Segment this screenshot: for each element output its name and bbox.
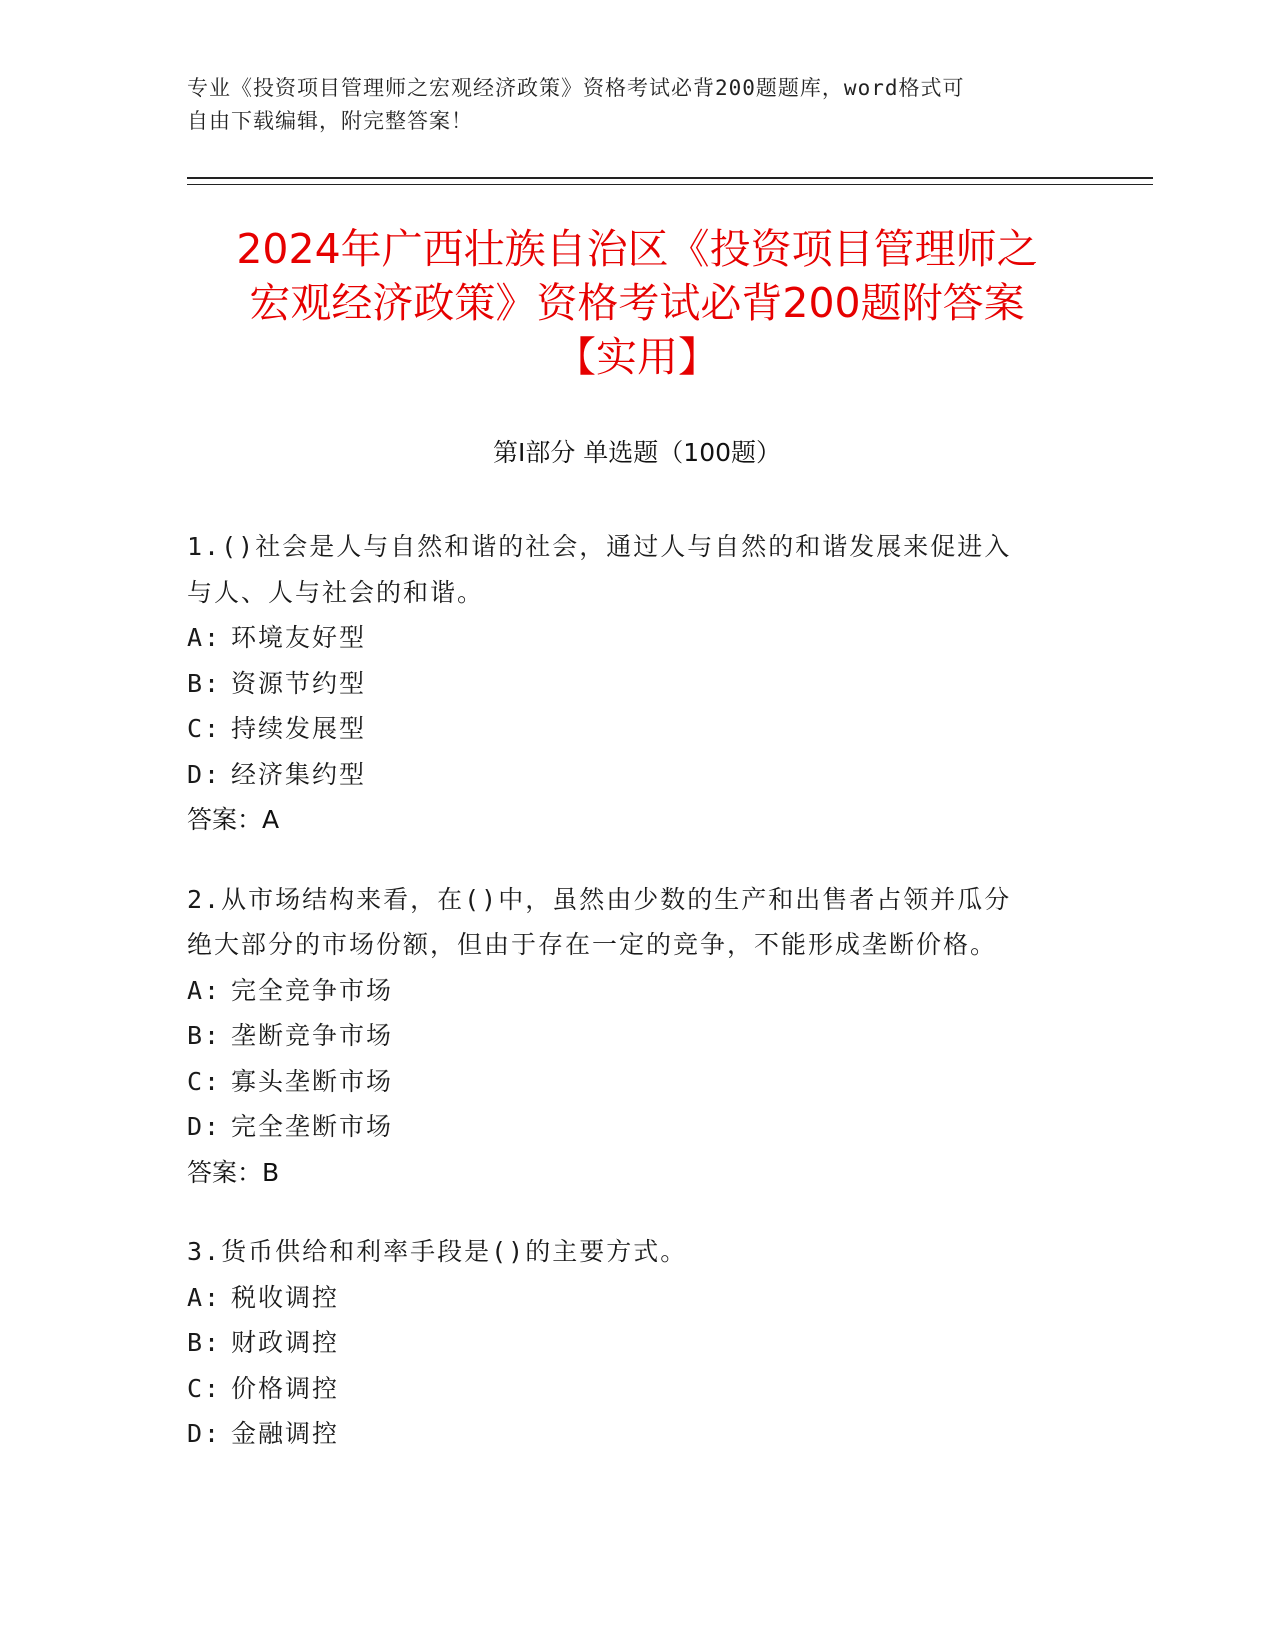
option-d (187, 1104, 1067, 1150)
answer-label: 答案：A (187, 805, 280, 834)
option-d (187, 752, 1067, 798)
header-divider (187, 177, 1153, 185)
header-note-line-2: 自由下载编辑，附完整答案！ (187, 109, 473, 133)
option-c (187, 1059, 1067, 1105)
document-title (187, 222, 1087, 384)
title-line-1: 2024年广西壮族自治区《投资项目管理师之 (236, 225, 1038, 273)
title-line-2: 宏观经济政策》资格考试必背200题附答案 (249, 279, 1025, 327)
option-b (187, 1320, 1067, 1366)
option-b (187, 661, 1067, 707)
question-stem-line: 绝大部分的市场份额，但由于存在一定的竞争，不能形成垄断价格。 (187, 930, 998, 959)
question-3 (187, 1229, 1067, 1457)
question-stem-line: 1.()社会是人与自然和谐的社会，通过人与自然的和谐发展来促进入 (187, 532, 1012, 561)
option-key: C: (187, 1066, 222, 1096)
option-c (187, 706, 1067, 752)
question-1 (187, 524, 1067, 843)
option-c (187, 1366, 1067, 1412)
option-text: 完全垄断市场 (231, 1112, 394, 1141)
question-stem-line: 2.从市场结构来看，在()中，虽然由少数的生产和出售者占领并瓜分 (187, 884, 1012, 914)
option-text: 经济集约型 (231, 759, 367, 789)
option-key: A: (187, 623, 222, 652)
question-list (187, 524, 1067, 1491)
answer-label: 答案：B (187, 1157, 280, 1187)
option-text: 环境友好型 (231, 623, 367, 652)
option-text: 完全竞争市场 (231, 975, 394, 1005)
option-a (187, 615, 1067, 661)
option-text: 金融调控 (231, 1419, 340, 1448)
option-key: B: (187, 668, 222, 698)
option-text: 持续发展型 (231, 714, 367, 743)
option-d (187, 1411, 1067, 1457)
option-text: 垄断竞争市场 (231, 1021, 394, 1050)
option-key: C: (187, 714, 222, 743)
option-text: 资源节约型 (231, 668, 367, 698)
option-key: D: (187, 759, 222, 789)
section-heading: 第Ⅰ部分 单选题（100题） (492, 438, 782, 467)
option-key: B: (187, 1328, 222, 1357)
header-note-line-1: 专业《投资项目管理师之宏观经济政策》资格考试必背200题题库，word格式可 (187, 76, 965, 100)
option-a (187, 968, 1067, 1014)
option-text: 寡头垄断市场 (231, 1066, 394, 1096)
title-line-3: 【实用】 (555, 333, 719, 381)
option-text: 财政调控 (231, 1328, 340, 1357)
option-b (187, 1013, 1067, 1059)
question-stem-line: 与人、人与社会的和谐。 (187, 577, 485, 607)
question-stem-line: 3.货币供给和利率手段是()的主要方式。 (187, 1237, 688, 1266)
option-key: D: (187, 1419, 222, 1448)
question-2 (187, 877, 1067, 1196)
option-text: 税收调控 (231, 1282, 340, 1312)
option-text: 价格调控 (231, 1373, 340, 1403)
option-key: B: (187, 1021, 222, 1050)
option-a (187, 1275, 1067, 1321)
option-key: C: (187, 1373, 222, 1403)
option-key: A: (187, 1282, 222, 1312)
option-key: A: (187, 975, 222, 1005)
option-key: D: (187, 1112, 222, 1141)
document-header-note (187, 72, 1067, 138)
